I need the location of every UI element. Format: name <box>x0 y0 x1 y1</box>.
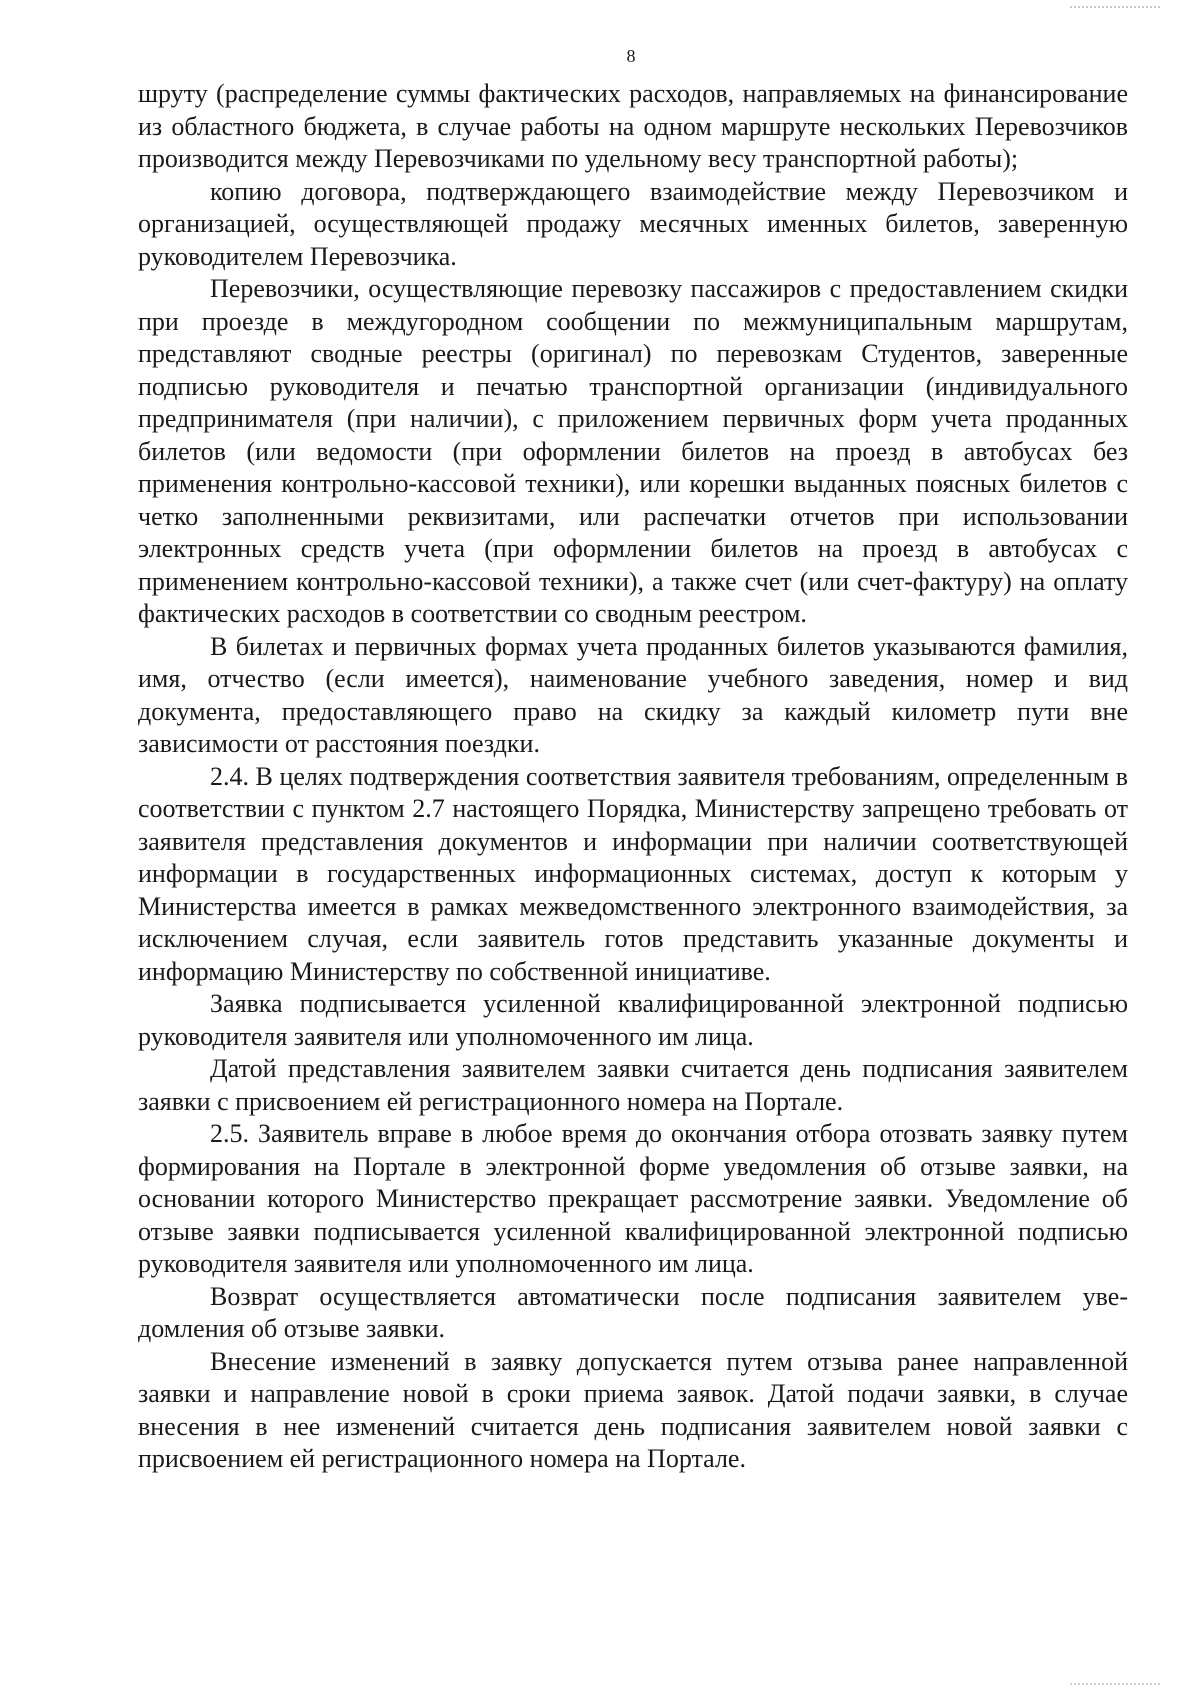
page-number: 8 <box>626 46 636 66</box>
paragraph-section-2-4: 2.4. В целях подтверждения соответствия заявителя требованиям, определенным в соответствии с пунктом 2.7 настоящего Порядка, Министерству запрещено требовать от заявителя представления документов и информации при наличии соответствующей информации в государственных информационных системах, доступ к которым у Министерства имеется в рамках межведомственного электронного взаимодействия, за исключением случая, если заявитель готов представить указанные документы и информацию Министерству по собственной инициативе. <box>138 761 1128 986</box>
paragraph-return: Возврат осуществляется автоматически после подписания заявителем уведомления об отзыве заявки. <box>138 1281 1128 1343</box>
paragraph-ticket-details: В билетах и первичных формах учета проданных билетов указываются фамилия, имя, отчество (если имеется), наименование учебного заведения, номер и вид документа, предоставляющего право на скидку за каждый километр пути вне зависимости от расстояния поездки. <box>138 631 1128 758</box>
paragraph-contract-copy: копию договора, подтверждающего взаимодействие между Перевозчиком и организацией, осуществляющей продажу месячных именных билетов, заверенную руководителем Перевозчика. <box>138 176 1128 271</box>
paragraph-route-distribution: шруту (распределение суммы фактических расходов, направляемых на финансирование из областного бюджета, в случае работы на одном маршруте нескольких Перевозчиков производится между Перевозчиками по удельному весу транспортной работы); <box>138 79 1128 173</box>
document-body <box>138 78 1128 1476</box>
paragraph-application-signature: Заявка подписывается усиленной квалифицированной электронной подписью руководителя заявителя или уполномоченного им лица. <box>138 989 1128 1051</box>
scan-artifact-bottom <box>1070 1683 1160 1691</box>
scan-artifact-top <box>1070 0 1160 8</box>
paragraph-carriers-registers: Перевозчики, осуществляющие перевозку пассажиров с предоставлением скидки при проезде в междугородном сообщении по межмуниципальным маршрутам, представляют сводные реестры (оригинал) по перевозкам Студентов, заверенные подписью руководителя и печатью транспортной организации (индивидуального предпринимателя (при наличии), с приложением первичных форм учета проданных билетов (или ведомости (при оформлении билетов на проезд в автобусах без применения контрольно-кассовой техники), или корешки выданных поясных билетов с четко заполненными реквизитами, или распечатки отчетов при использовании электронных средств учета (при оформлении билетов на проезд в автобусах с применением контрольно-кассовой техники), а также счет (или счет-фактуру) на оплату фактических расходов в соответствии со сводным реестром. <box>138 274 1128 628</box>
paragraph-submission-date: Датой представления заявителем заявки считается день подписания заявителем заявки с присвоением ей регистрационного номера на Портале. <box>138 1054 1128 1116</box>
paragraph-amendments: Внесение изменений в заявку допускается путем отзыва ранее направленной заявки и направление новой в сроки приема заявок. Датой подачи заявки, в случае внесения в нее изменений считается день подписания заявителем новой заявки с присвоением ей регистрационного номера на Портале. <box>138 1346 1128 1473</box>
paragraph-section-2-5: 2.5. Заявитель вправе в любое время до окончания отбора отозвать заявку путем формирования на Портале в электронной форме уведомления об отзыве заявки, на основании которого Министерство прекращает рассмотрение заявки. Уведомление об отзыве заявки подписывается усиленной квалифицированной электронной подписью руководителя заявителя или уполномоченного им лица. <box>138 1119 1128 1278</box>
